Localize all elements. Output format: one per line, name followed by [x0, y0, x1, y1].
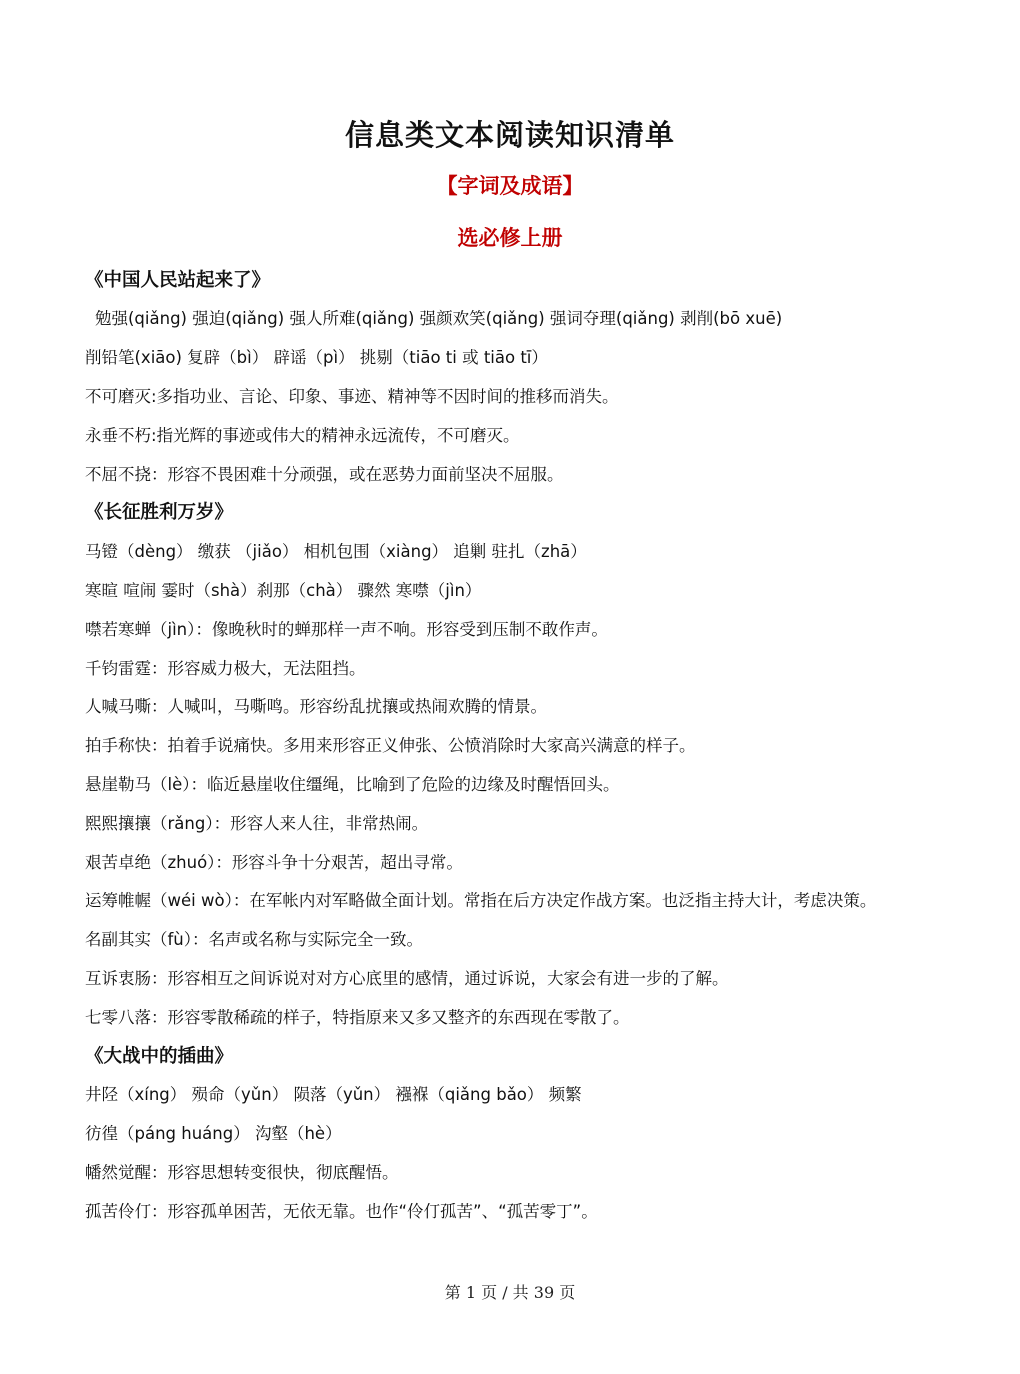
lesson-heading: 《大战中的插曲》 [85, 1045, 234, 1067]
vocab-line: 削铅笔(xiāo) 复辟（bì） 辟谣（pì） 挑剔（tiāo ti 或 tiāo tī） [85, 348, 548, 368]
lesson-heading: 《长征胜利万岁》 [85, 502, 234, 524]
idiom-line: 运筹帷幄（wéi wò）：在军帐内对军略做全面计划。常指在后方决定作战方案。也泛指主持大计，考虑决策。 [85, 891, 877, 911]
volume-title: 选必修上册 [457, 226, 563, 250]
idiom-line: 名副其实（fù）：名声或名称与实际完全一致。 [85, 930, 424, 950]
idiom-line: 不屈不挠：形容不畏困难十分顽强，或在恶势力面前坚决不屈服。 [85, 464, 564, 484]
idiom-line: 噤若寒蝉（jìn）：像晚秋时的蝉那样一声不响。形容受到压制不敢作声。 [85, 619, 608, 639]
lesson-heading: 《中国人民站起来了》 [85, 269, 271, 291]
idiom-line: 幡然觉醒：形容思想转变很快，彻底醒悟。 [85, 1162, 399, 1182]
page-number: 第 1 页 / 共 39 页 [444, 1283, 576, 1302]
document-body [85, 262, 945, 1232]
idiom-line: 七零八落：形容零散稀疏的样子，特指原来又多又整齐的东西现在零散了。 [85, 1007, 630, 1027]
vocab-line: 井陉（xíng） 殒命（yǔn） 陨落（yǔn） 襁褓（qiǎng bǎo） 频繁 [85, 1085, 582, 1105]
idiom-line: 熙熙攘攘（rǎng）：形容人来人往，非常热闹。 [85, 813, 429, 833]
vocab-line: 马镫（dèng） 缴获 （jiǎo） 相机包围（xiàng） 追剿 驻扎（zhā） [85, 542, 587, 562]
idiom-line: 互诉衷肠：形容相互之间诉说对对方心底里的感情，通过诉说，大家会有进一步的了解。 [85, 968, 729, 988]
vocab-line: 勉强(qiǎng) 强迫(qiǎng) 强人所难(qiǎng) 强颜欢笑(qiǎng) 强词夺理(qiǎng) 剥削(bō xuē) [95, 309, 783, 329]
idiom-line: 艰苦卓绝（zhuó）：形容斗争十分艰苦，超出寻常。 [85, 852, 463, 872]
idiom-line: 悬崖勒马（lè）：临近悬崖收住缰绳，比喻到了危险的边缘及时醒悟回头。 [85, 774, 620, 794]
vocab-line: 彷徨（páng huáng） 沟壑（hè） [85, 1124, 342, 1144]
section-subtitle: 【字词及成语】 [436, 174, 584, 198]
idiom-line: 千钧雷霆：形容威力极大，无法阻挡。 [85, 658, 366, 678]
document-title: 信息类文本阅读知识清单 [344, 118, 675, 152]
idiom-line: 永垂不朽:指光辉的事迹或伟大的精神永远流传，不可磨灭。 [85, 425, 520, 445]
idiom-line: 不可磨灭:多指功业、言论、印象、事迹、精神等不因时间的推移而消失。 [85, 386, 619, 406]
idiom-line: 孤苦伶仃：形容孤单困苦，无依无靠。也作“伶仃孤苦”、“孤苦零丁”。 [85, 1201, 598, 1221]
idiom-line: 人喊马嘶：人喊叫，马嘶鸣。形容纷乱扰攘或热闹欢腾的情景。 [85, 697, 547, 717]
idiom-line: 拍手称快：拍着手说痛快。多用来形容正义伸张、公愤消除时大家高兴满意的样子。 [85, 736, 696, 756]
vocab-line: 寒暄 喧闹 霎时（shà）刹那（chà） 骤然 寒噤（jìn） [85, 580, 482, 600]
